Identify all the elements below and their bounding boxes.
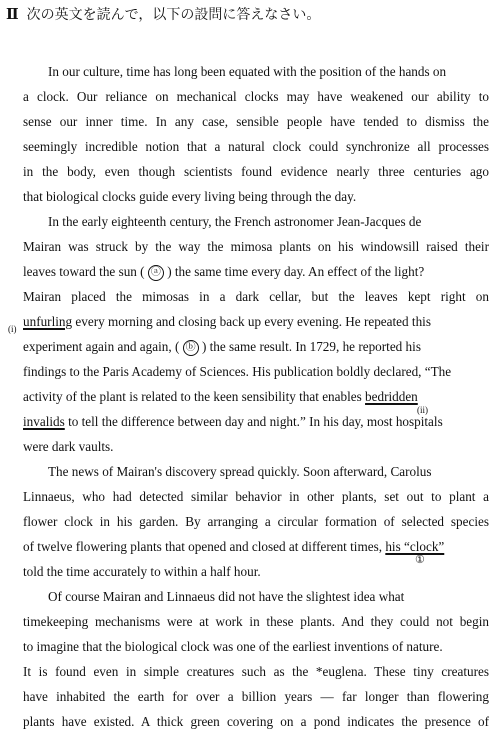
line-22: Of course Mairan and Linnaeus did not have the slightest idea what: [48, 589, 405, 604]
line-11: [23, 314, 431, 330]
underlined-unfurling: unfurling: [23, 314, 73, 329]
line-1: In our culture, time has long been equated with the position of the hands on: [48, 64, 447, 79]
line-14: [23, 389, 418, 405]
line-15-rest: to tell the difference between day and night.” In his day, most hospitals: [64, 414, 443, 429]
line-7: In the early eighteenth century, the French astronomer Jean-Jacques de: [48, 214, 422, 229]
question-header: [6, 4, 320, 24]
line-20: [23, 539, 444, 555]
line-19: flower clock in his garden. By arranging a circular formation of selected species: [23, 514, 489, 529]
line-9-start: leaves toward the sun (: [23, 264, 145, 279]
underlined-invalids: invalids: [23, 414, 65, 429]
line-26: have inhabited the earth for over a billion years — far longer than flowering: [23, 689, 489, 704]
line-20-start: of twelve flowering plants that opened and closed at different times,: [23, 539, 386, 554]
line-3: sense our inner time. In any case, sensible people have tended to dismiss the: [23, 114, 489, 129]
line-8: Mairan was struck by the way the mimosa plants on his windowsill raised their: [23, 239, 489, 254]
blank-a-marker: ⓐ: [148, 265, 164, 281]
line-17: The news of Mairan's discovery spread quickly. Soon afterward, Carolus: [48, 464, 432, 479]
line-16: were dark vaults.: [23, 439, 114, 454]
instruction-text: 次の英文を読んで，以下の設問に答えなさい。: [26, 8, 321, 23]
line-24: to imagine that the biological clock was one of the earliest inventions of nature.: [23, 639, 443, 654]
blank-b-marker: ⓑ: [183, 340, 199, 356]
line-14-start: activity of the plant is related to the keen sensibility that enables: [23, 389, 366, 404]
underlined-bedridden: bedridden: [365, 389, 418, 404]
line-12-start: experiment again and again, (: [23, 339, 180, 354]
line-5: in the body, even though scientists found evidence nearly three centuries ago: [23, 164, 489, 179]
label-ii: (ii): [417, 405, 428, 415]
label-1: ①: [415, 554, 425, 566]
underlined-his-clock: his “clock”: [385, 539, 445, 554]
line-25: It is found even in simple creatures such as the *euglena. These tiny creatures: [23, 664, 489, 679]
line-10: Mairan placed the mimosas in a dark cellar, but the leaves kept right on: [23, 289, 489, 304]
line-12-end: ) the same result. In 1729, he reported his: [201, 339, 421, 354]
line-15: [23, 414, 443, 430]
line-27: plants have existed. A thick green covering on a pond indicates the presence of: [23, 714, 489, 729]
line-11-rest: every morning and closing back up every evening. He repeated this: [72, 314, 431, 329]
line-13: findings to the Paris Academy of Sciences. His publication boldly declared, “The: [23, 364, 452, 379]
line-23: timekeeping mechanisms were at work in these plants. And they could not begin: [23, 614, 489, 629]
line-12: [23, 339, 421, 356]
label-i: (i): [8, 324, 17, 334]
line-21: told the time accurately to within a half hour.: [23, 564, 261, 579]
line-2: a clock. Our reliance on mechanical clocks may have weakened our ability to: [23, 89, 489, 104]
section-numeral: Ⅱ: [6, 5, 19, 23]
line-18: Linnaeus, who had detected similar behavior in other plants, set out to plant a: [23, 489, 489, 504]
line-6: that biological clocks guide every living being through the day.: [23, 189, 357, 204]
line-9: [23, 264, 424, 281]
line-9-end: ) the same time every day. An effect of the light?: [167, 264, 425, 279]
line-4: seemingly incredible notion that a natural clock could synchronize all processes: [23, 139, 489, 154]
